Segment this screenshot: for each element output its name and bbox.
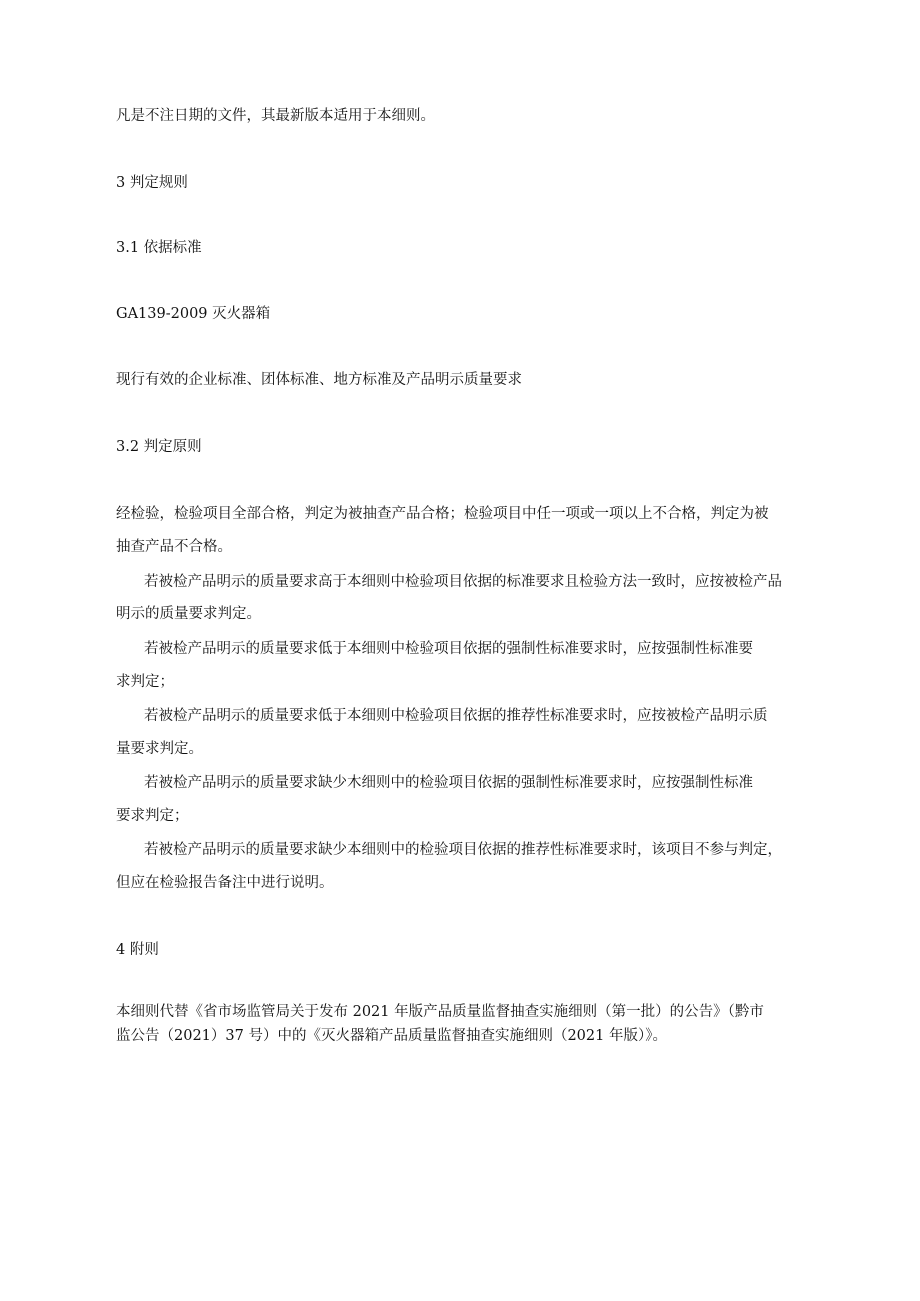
standard-item-2: 现行有效的企业标准、团体标准、地方标准及产品明示质量要求	[116, 372, 522, 388]
para6-line1: 若被检产品明示的质量要求缺少本细则中的检验项目依据的推荐性标准要求时，该项目不参与判定，	[144, 842, 782, 858]
standard-item-1: GA139-2009 灭火器箱	[116, 306, 271, 322]
section-3-2-heading: 3.2 判定原则	[116, 439, 202, 455]
para2-line2: 明示的质量要求判定。	[116, 606, 261, 622]
para5-line1: 若被检产品明示的质量要求缺少木细则中的检验项目依据的强制性标准要求时，应按强制性标准	[144, 775, 753, 791]
para6-line2: 但应在检验报告备注中进行说明。	[116, 875, 334, 891]
para3-line1: 若被检产品明示的质量要求低于本细则中检验项目依据的强制性标准要求时，应按强制性标准要	[144, 641, 753, 657]
intro-line: 凡是不注日期的文件，其最新版本适用于本细则。	[116, 108, 435, 124]
para4-line2: 量要求判定。	[116, 741, 203, 757]
para4-line1: 若被检产品明示的质量要求低于本细则中检验项目依据的推荐性标准要求时，应按被检产品明示质	[144, 708, 768, 724]
section-3-1-heading: 3.1 依据标准	[116, 240, 202, 256]
section-4-heading: 4 附则	[116, 942, 159, 958]
para2-line1: 若被检产品明示的质量要求高于本细则中检验项目依据的标准要求且检验方法一致时，应按被检产品	[144, 574, 782, 590]
para1-line2: 抽查产品不合格。	[116, 539, 232, 555]
para1-line1: 经检验，检验项目全部合格，判定为被抽查产品合格；检验项目中任一项或一项以上不合格，判定为被	[116, 506, 769, 522]
section-3-heading: 3 判定规则	[116, 175, 188, 191]
section-4-line2: 监公告（2021）37 号）中的《灭火器箱产品质量监督抽查实施细则（2021 年版）》。	[116, 1028, 667, 1044]
section-4-line1: 本细则代替《省市场监管局关于发布 2021 年版产品质量监督抽查实施细则（第一批）的公告》（黔市	[116, 1004, 764, 1020]
para3-line2: 求判定；	[116, 674, 174, 690]
para5-line2: 要求判定；	[116, 808, 189, 824]
